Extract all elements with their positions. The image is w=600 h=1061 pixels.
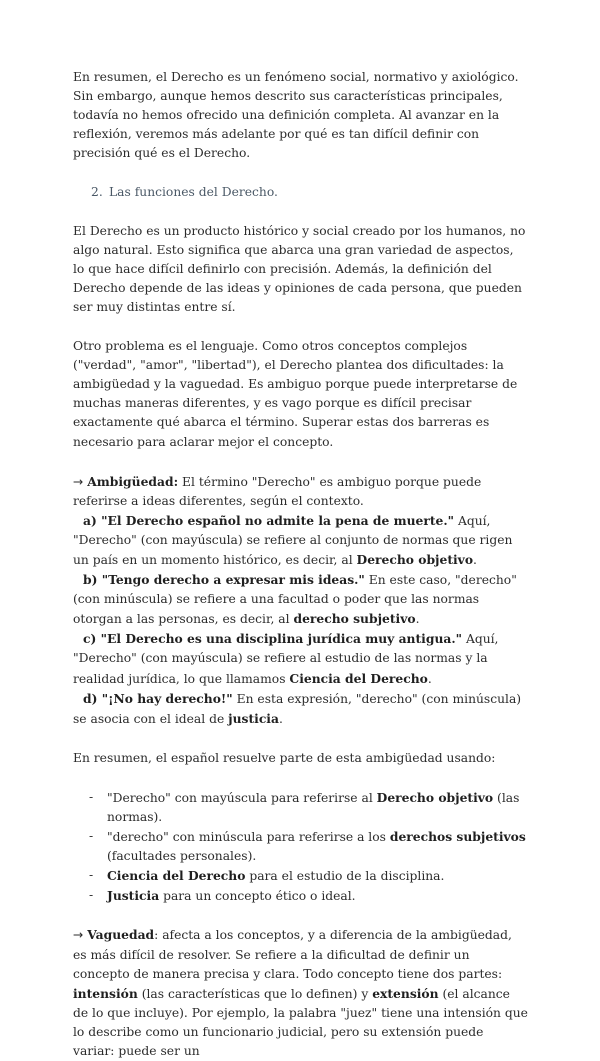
dash-bullet: -: [89, 868, 94, 883]
example-tail: .: [427, 671, 432, 686]
dash-bullet: -: [89, 888, 94, 903]
ambiguity-text: El término "Derecho" es ambiguo porque puede referirse a ideas diferentes, según el contexto.: [73, 474, 482, 508]
example-text: Aquí, "Derecho" (con mayúscula) se refiere al conjunto de normas que rigen un país en un momento histórico, es decir, al: [73, 513, 513, 567]
list-item-text: (las normas).: [107, 790, 520, 824]
list-item-term: derechos subjetivos: [389, 829, 526, 845]
ambiguity-example: [73, 629, 528, 688]
section-title: Las funciones del Derecho.: [109, 185, 278, 200]
ambiguity-label: Ambigüedad:: [87, 473, 179, 489]
section-heading: [91, 183, 528, 202]
example-term: Ciencia del Derecho: [289, 670, 428, 686]
example-quote: c) "El Derecho es una disciplina jurídica muy antigua.": [83, 631, 463, 647]
list-item: [73, 866, 528, 886]
example-term: justicia: [228, 710, 279, 726]
vagueness-text: (las características que lo definen) y: [137, 986, 373, 1001]
example-quote: a) "El Derecho español no admite la pena de muerte.": [83, 512, 455, 528]
ambiguity-block: [73, 472, 528, 729]
list-item-text: para un concepto ético o ideal.: [159, 889, 356, 904]
section-number: 2.: [91, 185, 103, 200]
arrow-icon: →: [73, 474, 84, 489]
vagueness-text: : afecta a los conceptos, y a diferencia de la ambigüedad, es más difícil de resolver. Se refiere a la dificultad de definir un concepto de manera precisa y clara. Todo concepto tiene dos partes:: [73, 928, 512, 981]
spanish-summary-paragraph: En resumen, el español resuelve parte de esta ambigüedad usando:: [73, 750, 496, 765]
example-quote: b) "Tengo derecho a expresar mis ideas.": [83, 572, 365, 588]
list-item-text: (facultades personales).: [107, 849, 257, 864]
example-tail: .: [415, 612, 420, 627]
example-tail: .: [473, 552, 477, 567]
ambiguity-example: [73, 689, 528, 729]
list-item: [73, 886, 528, 906]
example-term: derecho subjetivo: [293, 611, 416, 627]
ambiguity-intro: [73, 472, 528, 511]
language-paragraph: Otro problema es el lenguaje. Como otros conceptos complejos ("verdad", "amor", "libertad"), el Derecho plantea dos dificultades: la ambigüedad y la vaguedad. Es ambiguo porque puede interpretarse de muchas maneras diferentes, y es vago porque es difícil precisar exactamente qué abarca el término. Superar estas dos barreras es necesario para aclarar mejor el concepto.: [73, 339, 518, 449]
product-paragraph: El Derecho es un producto histórico y social creado por los humanos, no algo natural. Esto significa que abarca una gran variedad de aspectos, lo que hace difícil definirlo con precisión. Además, la definición del Derecho depende de las ideas y opiniones de cada persona, que pueden ser muy distintas entre sí.: [73, 223, 526, 314]
example-quote: d) "¡No hay derecho!": [83, 690, 233, 706]
arrow-icon: →: [73, 928, 84, 943]
list-item: [73, 788, 528, 827]
list-item-term: Ciencia del Derecho: [107, 868, 246, 884]
example-tail: .: [278, 711, 283, 726]
example-text: En este caso, "derecho" (con minúscula) se refiere a una facultad o poder que las normas otorgan a las personas, es decir, al: [73, 573, 517, 627]
usage-list: [73, 788, 528, 907]
dash-bullet: -: [89, 789, 94, 804]
example-term: Derecho objetivo: [356, 551, 474, 567]
vagueness-text: (el alcance de lo que incluye). Por ejemplo, la palabra "juez" tiene una intensión que lo describe como un funcionario judicial, pero su extensión puede variar: puede ser un: [73, 986, 528, 1059]
example-text: Aquí, "Derecho" (con mayúscula) se refiere al estudio de las normas y la realidad jurídica, lo que llamamos: [73, 632, 499, 686]
vagueness-label: Vaguedad: [87, 927, 155, 943]
ambiguity-example: [73, 570, 528, 629]
list-item-text: "Derecho" con mayúscula para referirse al: [107, 790, 377, 805]
example-text: En esta expresión, "derecho" (con minúscula) se asocia con el ideal de: [73, 691, 522, 726]
vagueness-term: intensión: [73, 985, 138, 1001]
list-item-text: para el estudio de la disciplina.: [245, 869, 445, 884]
list-item-term: Justicia: [107, 888, 160, 904]
list-item: [73, 827, 528, 866]
vagueness-term: extensión: [372, 985, 439, 1001]
list-item-text: "derecho" con minúscula para referirse a los: [107, 830, 390, 845]
dash-bullet: -: [89, 829, 94, 844]
ambiguity-example: [73, 511, 528, 570]
intro-summary-paragraph: En resumen, el Derecho es un fenómeno social, normativo y axiológico. Sin embargo, aunque hemos descrito sus características principales, todavía no hemos ofrecido una definición completa. Al avanzar en la reflexión, veremos más adelante por qué es tan difícil definir con precisión qué es el Derecho.: [73, 70, 519, 161]
list-item-term: Derecho objetivo: [376, 789, 494, 805]
vagueness-paragraph: [73, 925, 528, 1061]
